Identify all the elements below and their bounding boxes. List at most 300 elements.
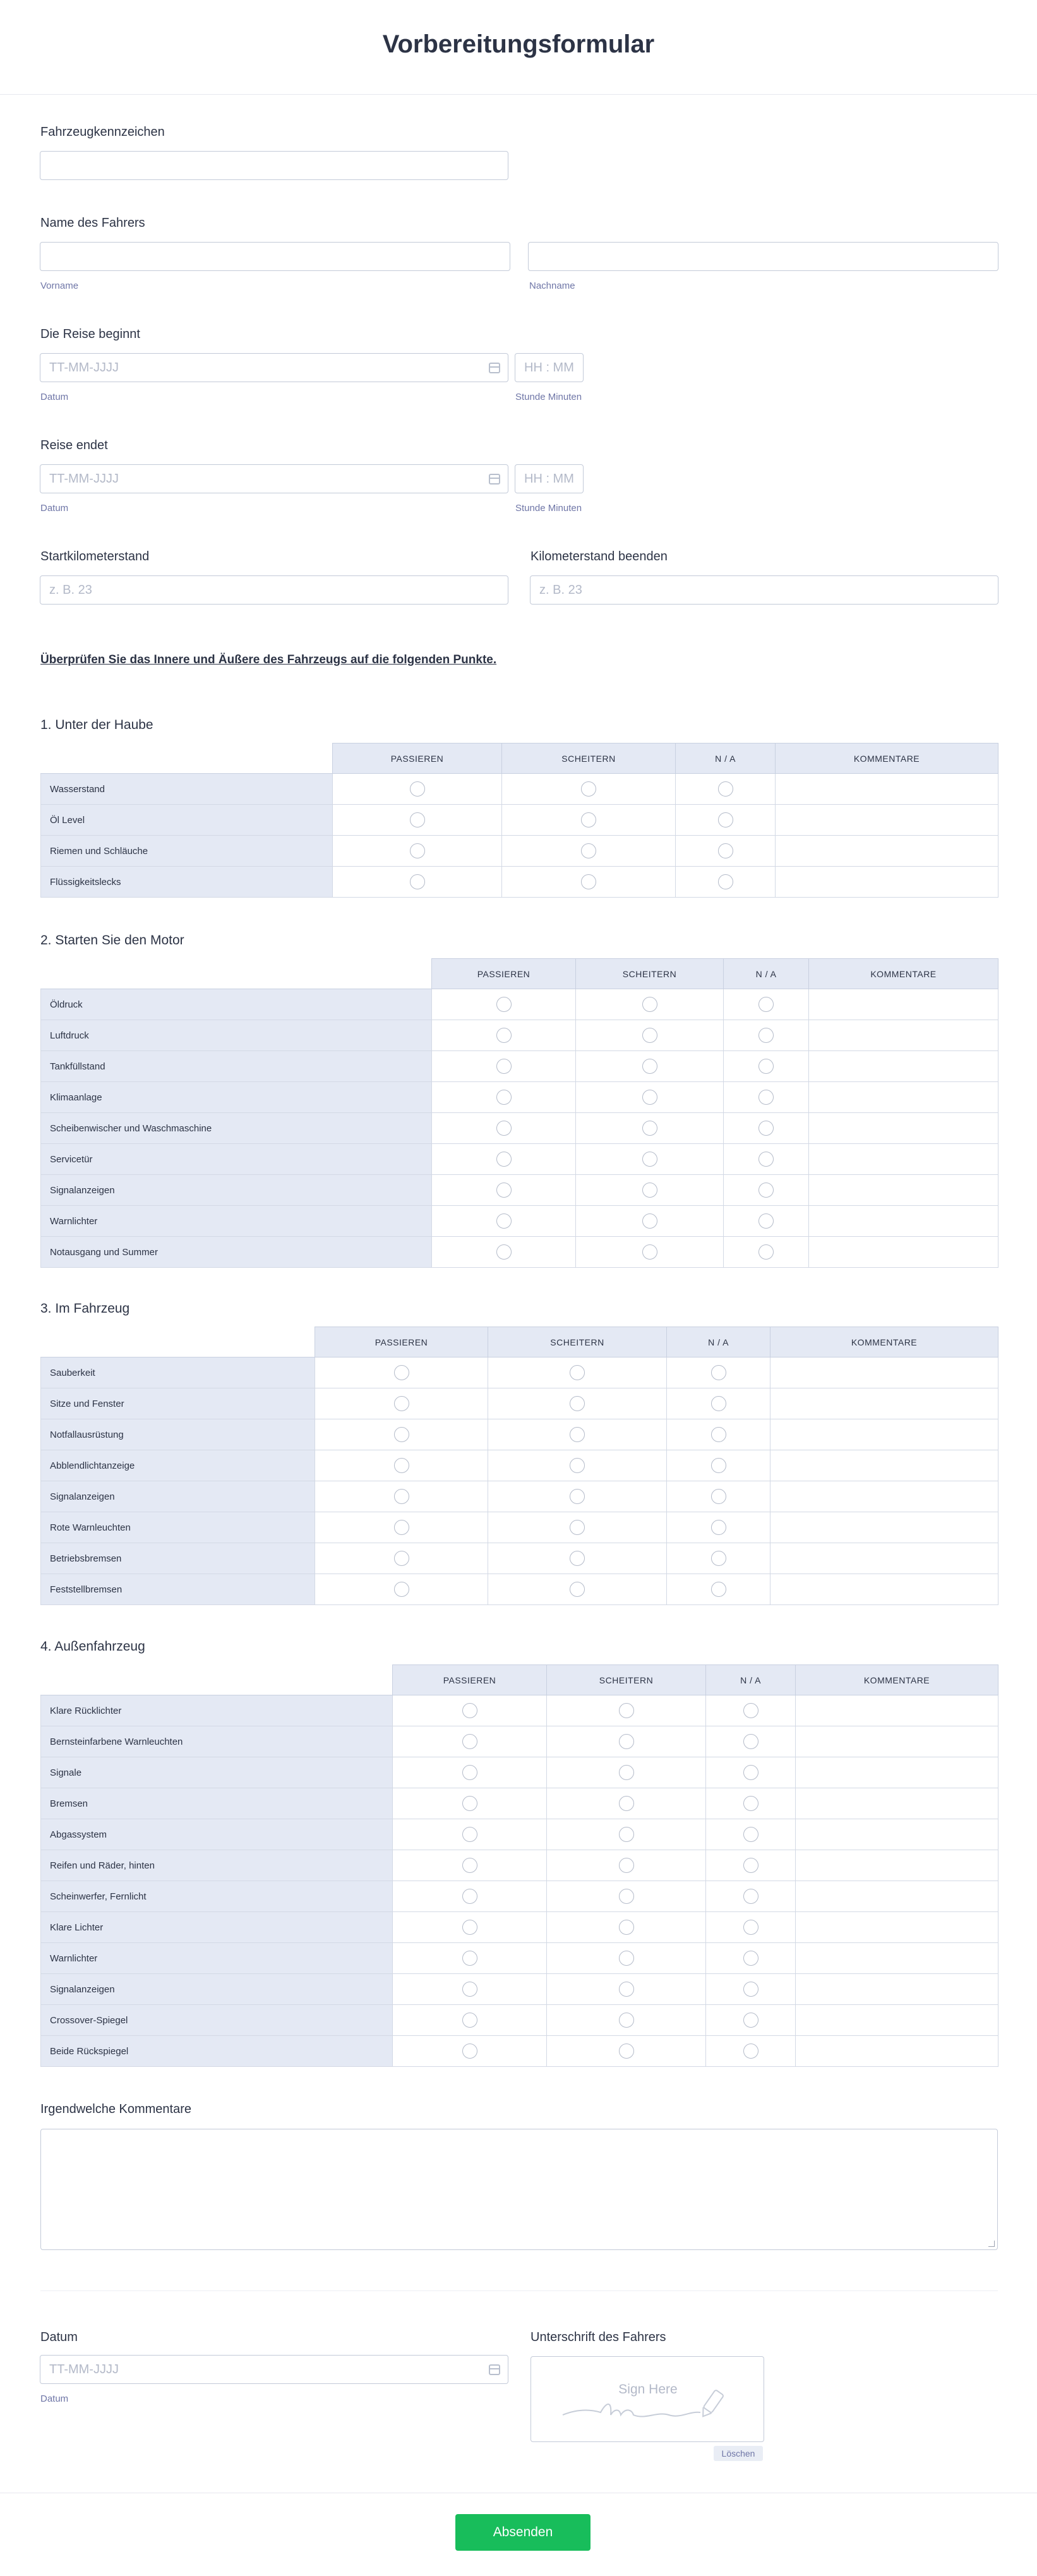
comment-cell[interactable] — [776, 774, 998, 805]
radio-na[interactable] — [758, 1028, 774, 1043]
radio-cell-pass — [315, 1481, 488, 1512]
radio-fail[interactable] — [570, 1520, 585, 1535]
section-title: 3. Im Fahrzeug — [40, 1301, 130, 1316]
radio-fail[interactable] — [619, 1765, 634, 1780]
radio-fail[interactable] — [642, 997, 657, 1012]
trip-start-time-sublabel: Stunde Minuten — [515, 392, 582, 402]
radio-cell-na — [676, 774, 776, 805]
radio-cell-na — [706, 1788, 796, 1819]
row-label: Beide Rückspiegel — [41, 2036, 393, 2067]
table-row — [41, 1943, 998, 1974]
radio-cell-pass — [315, 1357, 488, 1388]
radio-cell-pass — [393, 1757, 547, 1788]
table-row — [41, 1574, 998, 1605]
radio-na[interactable] — [743, 1982, 758, 1997]
start-mileage-placeholder: z. B. 23 — [49, 582, 92, 597]
comment-cell[interactable] — [809, 1082, 998, 1113]
start-mileage-input[interactable] — [40, 575, 508, 605]
radio-cell-fail — [547, 2036, 706, 2067]
radio-na[interactable] — [743, 2043, 758, 2059]
radio-na[interactable] — [711, 1489, 726, 1504]
radio-cell-pass — [393, 2005, 547, 2036]
radio-cell-na — [667, 1543, 770, 1574]
submit-button[interactable]: Absenden — [455, 2514, 590, 2551]
radio-na[interactable] — [711, 1582, 726, 1597]
radio-pass[interactable] — [462, 2013, 477, 2028]
radio-fail[interactable] — [642, 1059, 657, 1074]
comment-cell[interactable] — [770, 1357, 998, 1388]
table-row — [41, 1726, 998, 1757]
radio-cell-fail — [576, 1175, 724, 1206]
radio-cell-pass — [393, 1850, 547, 1881]
radio-na[interactable] — [743, 1889, 758, 1904]
end-mileage-placeholder: z. B. 23 — [539, 582, 582, 597]
radio-fail[interactable] — [619, 1858, 634, 1873]
comment-cell[interactable] — [770, 1419, 998, 1450]
row-label: Signalanzeigen — [41, 1974, 393, 2005]
radio-cell-fail — [547, 1726, 706, 1757]
radio-pass[interactable] — [496, 1090, 512, 1105]
radio-na[interactable] — [743, 1703, 758, 1718]
radio-cell-na — [724, 1206, 809, 1237]
radio-cell-na — [724, 1175, 809, 1206]
radio-fail[interactable] — [642, 1028, 657, 1043]
radio-na[interactable] — [758, 1152, 774, 1167]
radio-na[interactable] — [711, 1520, 726, 1535]
plate-label: Fahrzeugkennzeichen — [40, 125, 165, 139]
radio-cell-na — [667, 1481, 770, 1512]
calendar-icon[interactable] — [489, 474, 500, 485]
row-label: Abgassystem — [41, 1819, 393, 1850]
trip-end-time-placeholder: HH : MM — [524, 471, 574, 486]
radio-cell-fail — [502, 836, 676, 867]
section-title: 4. Außenfahrzeug — [40, 1639, 145, 1654]
column-header: SCHEITERN — [488, 1327, 667, 1357]
radio-na[interactable] — [743, 1765, 758, 1780]
table-row — [41, 1357, 998, 1388]
radio-cell-na — [706, 1943, 796, 1974]
radio-cell-pass — [315, 1419, 488, 1450]
column-header: PASSIEREN — [432, 959, 576, 989]
first-name-input[interactable] — [40, 242, 510, 271]
radio-na[interactable] — [758, 1059, 774, 1074]
radio-na[interactable] — [711, 1365, 726, 1380]
comment-cell[interactable] — [770, 1574, 998, 1605]
section-title: 1. Unter der Haube — [40, 718, 153, 732]
radio-pass[interactable] — [462, 1858, 477, 1873]
inspection-instruction: Überprüfen Sie das Innere und Äußere des Fahrzeugs auf die folgenden Punkte. — [40, 653, 497, 666]
radio-na[interactable] — [758, 1090, 774, 1105]
radio-cell-pass — [393, 1881, 547, 1912]
radio-cell-na — [667, 1388, 770, 1419]
radio-cell-pass — [393, 2036, 547, 2067]
radio-cell-na — [667, 1419, 770, 1450]
calendar-icon[interactable] — [489, 363, 500, 373]
comment-cell[interactable] — [776, 805, 998, 836]
table-row — [41, 1912, 998, 1943]
radio-fail[interactable] — [642, 1090, 657, 1105]
radio-na[interactable] — [743, 1827, 758, 1842]
comment-cell[interactable] — [796, 1881, 998, 1912]
radio-cell-fail — [502, 805, 676, 836]
radio-fail[interactable] — [570, 1582, 585, 1597]
radio-cell-fail — [502, 774, 676, 805]
radio-fail[interactable] — [619, 1951, 634, 1966]
radio-cell-fail — [547, 1757, 706, 1788]
trip-start-time-placeholder: HH : MM — [524, 360, 574, 375]
radio-na[interactable] — [758, 1244, 774, 1260]
radio-fail[interactable] — [642, 1213, 657, 1229]
row-label: Bernsteinfarbene Warnleuchten — [41, 1726, 393, 1757]
comment-cell[interactable] — [770, 1450, 998, 1481]
form-title: Vorbereitungsformular — [382, 30, 655, 58]
radio-fail[interactable] — [642, 1244, 657, 1260]
trip-start-date-placeholder: TT-MM-JJJJ — [49, 360, 119, 375]
radio-na[interactable] — [718, 781, 733, 797]
row-label: Warnlichter — [41, 1943, 393, 1974]
radio-fail[interactable] — [619, 1703, 634, 1718]
radio-pass[interactable] — [410, 781, 425, 797]
radio-pass[interactable] — [496, 1244, 512, 1260]
radio-pass[interactable] — [496, 1183, 512, 1198]
radio-pass[interactable] — [462, 1889, 477, 1904]
comment-cell[interactable] — [796, 2005, 998, 2036]
radio-fail[interactable] — [642, 1121, 657, 1136]
comment-cell[interactable] — [796, 1757, 998, 1788]
radio-cell-fail — [488, 1481, 667, 1512]
table-row — [41, 1512, 998, 1543]
radio-fail[interactable] — [619, 1982, 634, 1997]
plate-input[interactable] — [40, 151, 508, 180]
row-label: Rote Warnleuchten — [41, 1512, 315, 1543]
table-row — [41, 1051, 998, 1082]
radio-cell-pass — [432, 1051, 576, 1082]
column-header: KOMMENTARE — [776, 743, 998, 774]
radio-cell-na — [706, 1974, 796, 2005]
radio-cell-fail — [488, 1450, 667, 1481]
radio-cell-pass — [333, 867, 502, 898]
matrix-corner — [41, 959, 432, 989]
radio-pass[interactable] — [394, 1489, 409, 1504]
row-label: Wasserstand — [41, 774, 333, 805]
radio-pass[interactable] — [496, 997, 512, 1012]
radio-cell-fail — [576, 1113, 724, 1144]
end-mileage-label: Kilometerstand beenden — [530, 550, 668, 563]
comment-cell[interactable] — [770, 1481, 998, 1512]
radio-fail[interactable] — [619, 1889, 634, 1904]
signature-hint: Sign Here — [618, 2382, 678, 2397]
radio-cell-na — [706, 1850, 796, 1881]
radio-cell-fail — [576, 1051, 724, 1082]
radio-cell-fail — [576, 1082, 724, 1113]
clear-signature-button[interactable]: Löschen — [714, 2446, 763, 2461]
radio-fail[interactable] — [570, 1365, 585, 1380]
comment-cell[interactable] — [809, 1206, 998, 1237]
inspection-matrix-under-hood — [40, 743, 998, 898]
radio-pass[interactable] — [394, 1551, 409, 1566]
column-header: PASSIEREN — [315, 1327, 488, 1357]
radio-pass[interactable] — [462, 1827, 477, 1842]
table-row — [41, 1788, 998, 1819]
radio-na[interactable] — [718, 812, 733, 828]
radio-pass[interactable] — [462, 1982, 477, 1997]
comment-cell[interactable] — [809, 1237, 998, 1268]
comments-label: Irgendwelche Kommentare — [40, 2102, 192, 2116]
table-row — [41, 1974, 998, 2005]
row-label: Scheinwerfer, Fernlicht — [41, 1881, 393, 1912]
comment-cell[interactable] — [809, 989, 998, 1020]
comment-cell[interactable] — [796, 1943, 998, 1974]
radio-cell-na — [676, 867, 776, 898]
table-row — [41, 989, 998, 1020]
radio-pass[interactable] — [462, 2043, 477, 2059]
radio-cell-pass — [333, 805, 502, 836]
radio-cell-na — [676, 805, 776, 836]
radio-pass[interactable] — [394, 1520, 409, 1535]
radio-cell-pass — [432, 1206, 576, 1237]
table-row — [41, 1757, 998, 1788]
row-label: Flüssigkeitslecks — [41, 867, 333, 898]
radio-fail[interactable] — [581, 812, 596, 828]
radio-cell-na — [724, 1237, 809, 1268]
radio-cell-na — [706, 1881, 796, 1912]
radio-fail[interactable] — [581, 874, 596, 889]
radio-pass[interactable] — [394, 1427, 409, 1442]
radio-fail[interactable] — [642, 1152, 657, 1167]
signature-label: Unterschrift des Fahrers — [530, 2330, 666, 2344]
radio-cell-fail — [547, 1943, 706, 1974]
radio-na[interactable] — [758, 1121, 774, 1136]
table-row — [41, 1113, 998, 1144]
radio-pass[interactable] — [496, 1152, 512, 1167]
radio-fail[interactable] — [581, 781, 596, 797]
radio-na[interactable] — [758, 997, 774, 1012]
column-header: N / A — [676, 743, 776, 774]
radio-fail[interactable] — [642, 1183, 657, 1198]
comment-cell[interactable] — [809, 1175, 998, 1206]
radio-cell-pass — [315, 1512, 488, 1543]
table-row — [41, 1819, 998, 1850]
comment-cell[interactable] — [796, 1912, 998, 1943]
radio-cell-na — [724, 1020, 809, 1051]
radio-cell-fail — [547, 2005, 706, 2036]
radio-cell-na — [706, 2036, 796, 2067]
radio-cell-fail — [576, 1020, 724, 1051]
radio-na[interactable] — [758, 1183, 774, 1198]
radio-pass[interactable] — [394, 1365, 409, 1380]
radio-na[interactable] — [758, 1213, 774, 1229]
sign-date-label: Datum — [40, 2330, 78, 2344]
radio-na[interactable] — [743, 1796, 758, 1811]
radio-cell-pass — [315, 1543, 488, 1574]
radio-cell-fail — [547, 1974, 706, 2005]
radio-cell-na — [706, 1695, 796, 1726]
signature-pad[interactable] — [530, 2356, 764, 2442]
radio-cell-na — [724, 989, 809, 1020]
table-row — [41, 1695, 998, 1726]
section-divider — [40, 2290, 998, 2291]
radio-cell-na — [706, 1757, 796, 1788]
row-label: Bremsen — [41, 1788, 393, 1819]
table-row — [41, 1020, 998, 1051]
comment-cell[interactable] — [776, 836, 998, 867]
trip-start-date-input[interactable] — [40, 353, 508, 382]
row-label: Warnlichter — [41, 1206, 432, 1237]
radio-cell-pass — [393, 1819, 547, 1850]
radio-cell-pass — [315, 1450, 488, 1481]
comment-cell[interactable] — [770, 1388, 998, 1419]
comment-cell[interactable] — [796, 1850, 998, 1881]
trip-end-date-input[interactable] — [40, 464, 508, 493]
row-label: Riemen und Schläuche — [41, 836, 333, 867]
comment-cell[interactable] — [796, 1695, 998, 1726]
comment-cell[interactable] — [796, 1974, 998, 2005]
radio-pass[interactable] — [394, 1582, 409, 1597]
row-label: Klimaanlage — [41, 1082, 432, 1113]
matrix-corner — [41, 1327, 315, 1357]
comments-textarea[interactable] — [40, 2129, 998, 2250]
table-row — [41, 1388, 998, 1419]
trip-end-label: Reise endet — [40, 438, 108, 452]
table-row — [41, 1481, 998, 1512]
radio-pass[interactable] — [462, 1765, 477, 1780]
last-name-sublabel: Nachname — [529, 280, 575, 291]
radio-pass[interactable] — [410, 843, 425, 858]
form-header — [0, 0, 1037, 95]
radio-cell-na — [724, 1082, 809, 1113]
radio-na[interactable] — [743, 1858, 758, 1873]
trip-start-time-input[interactable] — [515, 353, 584, 382]
trip-end-time-input[interactable] — [515, 464, 584, 493]
radio-fail[interactable] — [619, 2043, 634, 2059]
radio-pass[interactable] — [462, 1920, 477, 1935]
trip-end-date-placeholder: TT-MM-JJJJ — [49, 471, 119, 486]
comment-cell[interactable] — [796, 1726, 998, 1757]
trip-start-label: Die Reise beginnt — [40, 327, 140, 341]
radio-pass[interactable] — [496, 1028, 512, 1043]
comment-cell[interactable] — [809, 1113, 998, 1144]
radio-cell-fail — [488, 1357, 667, 1388]
row-label: Signalanzeigen — [41, 1481, 315, 1512]
column-header: KOMMENTARE — [809, 959, 998, 989]
radio-cell-fail — [547, 1788, 706, 1819]
column-header: KOMMENTARE — [796, 1665, 998, 1695]
radio-fail[interactable] — [619, 1827, 634, 1842]
comment-cell[interactable] — [809, 1051, 998, 1082]
row-label: Sauberkeit — [41, 1357, 315, 1388]
radio-pass[interactable] — [462, 1951, 477, 1966]
radio-cell-pass — [315, 1574, 488, 1605]
comment-cell[interactable] — [796, 2036, 998, 2067]
table-row — [41, 774, 998, 805]
radio-na[interactable] — [718, 843, 733, 858]
radio-pass[interactable] — [410, 812, 425, 828]
radio-fail[interactable] — [619, 1796, 634, 1811]
calendar-icon[interactable] — [489, 2364, 500, 2375]
trip-start-date-sublabel: Datum — [40, 392, 69, 402]
radio-cell-fail — [547, 1819, 706, 1850]
radio-fail[interactable] — [570, 1396, 585, 1411]
radio-cell-pass — [393, 1695, 547, 1726]
radio-pass[interactable] — [496, 1059, 512, 1074]
radio-na[interactable] — [711, 1396, 726, 1411]
radio-na[interactable] — [711, 1458, 726, 1473]
radio-fail[interactable] — [619, 2013, 634, 2028]
row-label: Öl Level — [41, 805, 333, 836]
radio-cell-na — [706, 1912, 796, 1943]
signature-scribble-icon — [531, 2357, 765, 2443]
radio-na[interactable] — [711, 1551, 726, 1566]
radio-cell-fail — [547, 1881, 706, 1912]
row-label: Scheibenwischer und Waschmaschine — [41, 1113, 432, 1144]
radio-pass[interactable] — [496, 1121, 512, 1136]
row-label: Sitze und Fenster — [41, 1388, 315, 1419]
radio-pass[interactable] — [410, 874, 425, 889]
radio-na[interactable] — [743, 1920, 758, 1935]
table-row — [41, 2036, 998, 2067]
radio-pass[interactable] — [394, 1458, 409, 1473]
radio-na[interactable] — [743, 1951, 758, 1966]
trip-end-time-sublabel: Stunde Minuten — [515, 503, 582, 514]
comment-cell[interactable] — [809, 1020, 998, 1051]
radio-fail[interactable] — [570, 1551, 585, 1566]
last-name-input[interactable] — [528, 242, 998, 271]
radio-na[interactable] — [718, 874, 733, 889]
radio-fail[interactable] — [570, 1427, 585, 1442]
radio-cell-fail — [547, 1912, 706, 1943]
radio-fail[interactable] — [570, 1458, 585, 1473]
comment-cell[interactable] — [770, 1512, 998, 1543]
comment-cell[interactable] — [796, 1788, 998, 1819]
radio-cell-fail — [576, 1206, 724, 1237]
sign-date-input[interactable] — [40, 2355, 508, 2384]
row-label: Servicetür — [41, 1144, 432, 1175]
table-row — [41, 1144, 998, 1175]
comment-cell[interactable] — [770, 1543, 998, 1574]
row-label: Klare Rücklichter — [41, 1695, 393, 1726]
column-header: SCHEITERN — [547, 1665, 706, 1695]
radio-cell-fail — [488, 1419, 667, 1450]
radio-pass[interactable] — [462, 1796, 477, 1811]
radio-pass[interactable] — [394, 1396, 409, 1411]
comment-cell[interactable] — [776, 867, 998, 898]
comment-cell[interactable] — [796, 1819, 998, 1850]
radio-cell-na — [706, 1819, 796, 1850]
radio-na[interactable] — [743, 1734, 758, 1749]
end-mileage-input[interactable] — [530, 575, 998, 605]
row-label: Klare Lichter — [41, 1912, 393, 1943]
comment-cell[interactable] — [809, 1144, 998, 1175]
radio-cell-fail — [576, 989, 724, 1020]
radio-na[interactable] — [743, 2013, 758, 2028]
radio-cell-fail — [547, 1850, 706, 1881]
column-header: PASSIEREN — [333, 743, 502, 774]
radio-cell-pass — [333, 774, 502, 805]
radio-cell-pass — [432, 1175, 576, 1206]
radio-na[interactable] — [711, 1427, 726, 1442]
radio-fail[interactable] — [570, 1489, 585, 1504]
radio-fail[interactable] — [619, 1734, 634, 1749]
radio-cell-pass — [393, 1726, 547, 1757]
table-row — [41, 1082, 998, 1113]
radio-cell-fail — [502, 867, 676, 898]
radio-fail[interactable] — [619, 1920, 634, 1935]
resize-handle-icon[interactable] — [988, 2241, 995, 2247]
radio-pass[interactable] — [496, 1213, 512, 1229]
radio-fail[interactable] — [581, 843, 596, 858]
radio-pass[interactable] — [462, 1734, 477, 1749]
radio-pass[interactable] — [462, 1703, 477, 1718]
